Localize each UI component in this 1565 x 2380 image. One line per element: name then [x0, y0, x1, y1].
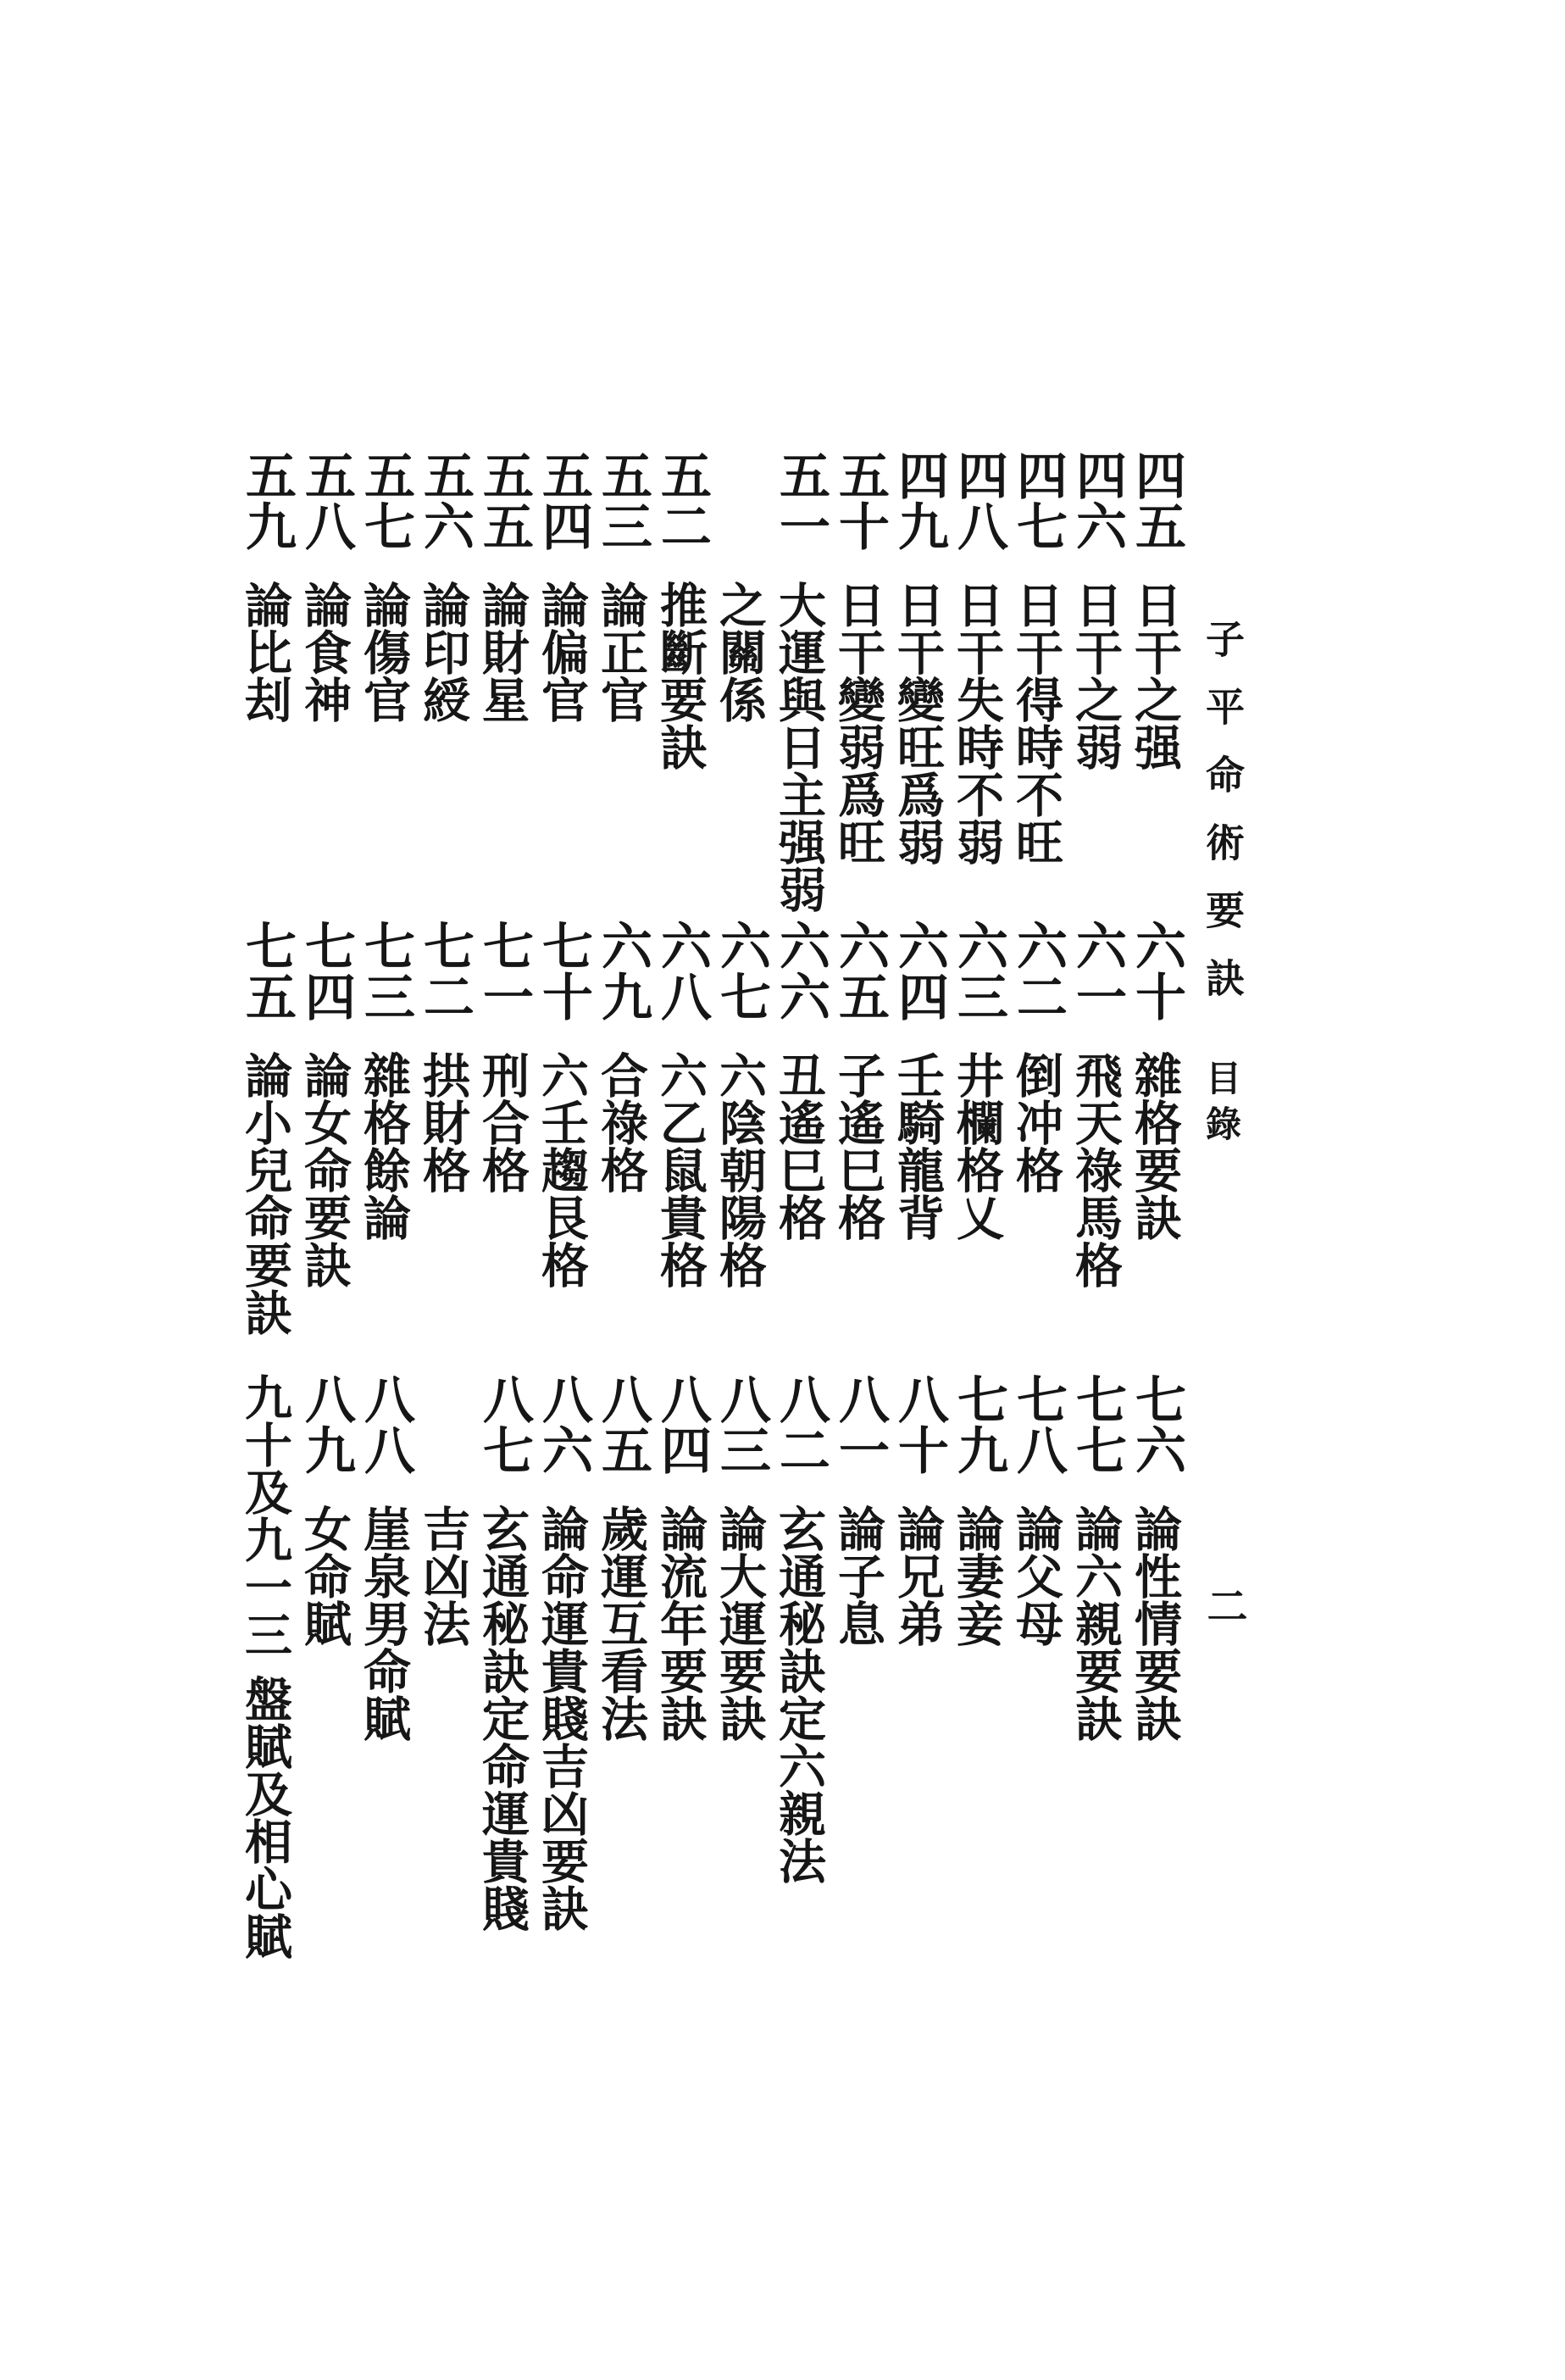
- book-title: 子平命術要訣: [1200, 619, 1246, 1026]
- toc-entry-number: 五三: [593, 449, 652, 551]
- toc-entry-title: 六壬趨艮格: [534, 1051, 590, 1288]
- toc-entry-title: 丑遙巳格: [771, 1051, 827, 1241]
- toc-entry: [356, 1373, 421, 2221]
- toc-entry-title: 論子息: [830, 1504, 886, 1647]
- toc-entry-number: 六二: [1008, 920, 1068, 1021]
- toc-entry-title: 雜格要訣: [1127, 1051, 1183, 1241]
- toc-entry-number: 六五: [830, 920, 890, 1021]
- toc-entry-title: 日干失時不弱: [949, 581, 1005, 865]
- toc-entry-number: 九十及九一三: [237, 1373, 293, 1658]
- toc-entry-title: 論比刦: [237, 581, 293, 723]
- toc-entry-number: 六七: [712, 920, 771, 1021]
- toc-entry-number: 五四: [534, 449, 593, 551]
- toc-entry-number: 四五: [1127, 449, 1186, 551]
- page-header: [1200, 619, 1263, 1721]
- toc-entry-number: 四七: [1008, 449, 1068, 551]
- toc-entry-number: 五九: [237, 449, 297, 551]
- toc-entry-title: 論兄弟: [890, 1504, 946, 1647]
- toc-entry: [949, 1373, 1014, 2221]
- toc-entry-title: 日干變旺爲弱: [890, 581, 946, 865]
- toc-entry-number: 八六: [534, 1373, 593, 1475]
- toc-entry-title: 推斷要訣: [652, 581, 708, 770]
- toc-entry-number: 八八: [356, 1373, 415, 1475]
- toc-entry-title: 歲運互看法: [593, 1504, 649, 1742]
- toc-entry-number: 七四: [297, 920, 356, 1021]
- toc-entry-number: 七一: [474, 920, 534, 1021]
- toc-entry: [712, 1373, 777, 2221]
- toc-entry-title: 崖泉男命賦: [356, 1504, 412, 1742]
- toc-entry-title: 論財星: [474, 581, 530, 723]
- toc-entry-title: 論性情要訣: [1127, 1504, 1183, 1742]
- toc-entry-title: 論食神: [297, 581, 352, 723]
- toc-entry-number: 六六: [771, 920, 830, 1021]
- toc-entry-number: 五八: [297, 449, 356, 551]
- toc-entry-number: 七五: [237, 920, 297, 1021]
- toc-entry-title: 論小兒命要訣: [237, 1051, 293, 1336]
- toc-entry-number: 六九: [593, 920, 652, 1021]
- toc-entry-number: 四六: [1068, 449, 1127, 551]
- toc-entry: [297, 1373, 362, 2221]
- toc-entry: [830, 1373, 896, 2221]
- toc-entry-title: 之關係: [712, 581, 768, 723]
- toc-entry: [1127, 1373, 1192, 2221]
- toc-entry-title: 刑合格: [474, 1051, 530, 1193]
- toc-entry: [237, 1373, 302, 2221]
- toc-entry-title: 論六親要訣: [1068, 1504, 1124, 1742]
- toc-entry-number: 八一: [830, 1373, 890, 1475]
- toc-entry-title: 飛天祿馬格: [1068, 1051, 1124, 1288]
- toc-entry: [1068, 1373, 1133, 2221]
- toc-entry: [593, 1373, 658, 2221]
- toc-entry-number: 八三: [712, 1373, 771, 1475]
- page-number: 二: [1200, 1585, 1247, 1626]
- toc-entry-title: 日干之弱: [1068, 581, 1124, 770]
- toc-entry-title: 論命運貴賤吉凶要訣: [534, 1504, 590, 1932]
- toc-entry-number: 八十: [890, 1373, 949, 1475]
- toc-entry-number: 八四: [652, 1373, 712, 1475]
- toc-entry-title: 井欄格乂: [949, 1051, 1005, 1241]
- toc-entry-number: 六四: [890, 920, 949, 1021]
- toc-entry: [474, 1373, 540, 2221]
- toc-entry-title: 盤賦及相心賦: [237, 1675, 293, 1960]
- toc-entry-number: 七七: [1068, 1373, 1127, 1475]
- toc-entry-title: 合祿格: [593, 1051, 649, 1193]
- toc-entry-title: 論父母: [1008, 1504, 1064, 1647]
- toc-entry-number: 四九: [890, 449, 949, 551]
- toc-entry-title: 拱財格: [415, 1051, 471, 1193]
- toc-entry-number: 六十: [1127, 920, 1186, 1021]
- toc-entry-number: 七六: [1127, 1373, 1186, 1475]
- toc-entry: [534, 1373, 599, 2221]
- toc-entry-title: 倒冲格: [1008, 1051, 1064, 1193]
- toc-entry-title: 論印綬: [415, 581, 471, 723]
- toc-entry-title: 玄通秘訣定命運貴賤: [474, 1504, 530, 1932]
- toc-entry-number: 四八: [949, 449, 1008, 551]
- toc-entry-number: 六一: [1068, 920, 1127, 1021]
- toc-entry: [415, 1373, 480, 2221]
- toc-entry-number: 七二: [415, 920, 474, 1021]
- toc-entry-title: 壬騎龍背: [890, 1051, 946, 1241]
- toc-entry-number: 七三: [356, 920, 415, 1021]
- toc-entry-title: 論偏官: [534, 581, 590, 723]
- toc-entry-title: 女命賦: [297, 1504, 352, 1647]
- toc-entry-number: 八九: [297, 1373, 356, 1475]
- toc-entry-number: 五十: [830, 449, 890, 551]
- toc-entry-number: 五六: [415, 449, 474, 551]
- toc-entry-title: 論傷官: [356, 581, 412, 723]
- toc-entry-number: 八五: [593, 1373, 652, 1475]
- toc-entry-title: 六乙鼠貴格: [652, 1051, 708, 1288]
- toc-entry-number: 五一: [771, 449, 830, 551]
- toc-entry-title: 日干得時不旺: [1008, 581, 1064, 865]
- toc-entry-title: 六陰朝陽格: [712, 1051, 768, 1288]
- toc-entry-title: 雜格餘論: [356, 1051, 412, 1241]
- toc-entry: [652, 1373, 718, 2221]
- toc-entry: [1008, 1373, 1074, 2221]
- toc-entry-title: 吉凶法: [415, 1504, 471, 1647]
- toc-entry-title: 大運與日主强弱: [771, 581, 827, 913]
- toc-entry-number: 六八: [652, 920, 712, 1021]
- toc-entry-title: 論正官: [593, 581, 649, 723]
- toc-entry-number: 八二: [771, 1373, 830, 1475]
- toc-entry-title: 子遙巳格: [830, 1051, 886, 1241]
- toc-entry-number: 五五: [474, 449, 534, 551]
- toc-entry-number: 六三: [949, 920, 1008, 1021]
- toc-entry-title: 日干變弱爲旺: [830, 581, 886, 865]
- toc-entry-title: 論大運要訣: [712, 1504, 768, 1742]
- toc-entry-number: 七九: [949, 1373, 1008, 1475]
- toc-entry-number: 八七: [474, 1373, 534, 1475]
- toc-entry-number: 七八: [1008, 1373, 1068, 1475]
- toc-entry-title: 玄通秘訣定六親法: [771, 1504, 827, 1884]
- toc-entry-title: 論流年要訣: [652, 1504, 708, 1742]
- section-title: 目錄: [1201, 1059, 1242, 1151]
- toc-entry-title: 論女命要訣: [297, 1051, 352, 1288]
- toc-entry-number: 七十: [534, 920, 593, 1021]
- toc-entry-number: 五七: [356, 449, 415, 551]
- toc-entry-number: 五二: [652, 449, 712, 551]
- toc-entry: [890, 1373, 955, 2221]
- toc-entry-title: 論妻妾: [949, 1504, 1005, 1647]
- toc-entry-title: 日干之强: [1127, 581, 1183, 770]
- toc-entry: [771, 1373, 836, 2221]
